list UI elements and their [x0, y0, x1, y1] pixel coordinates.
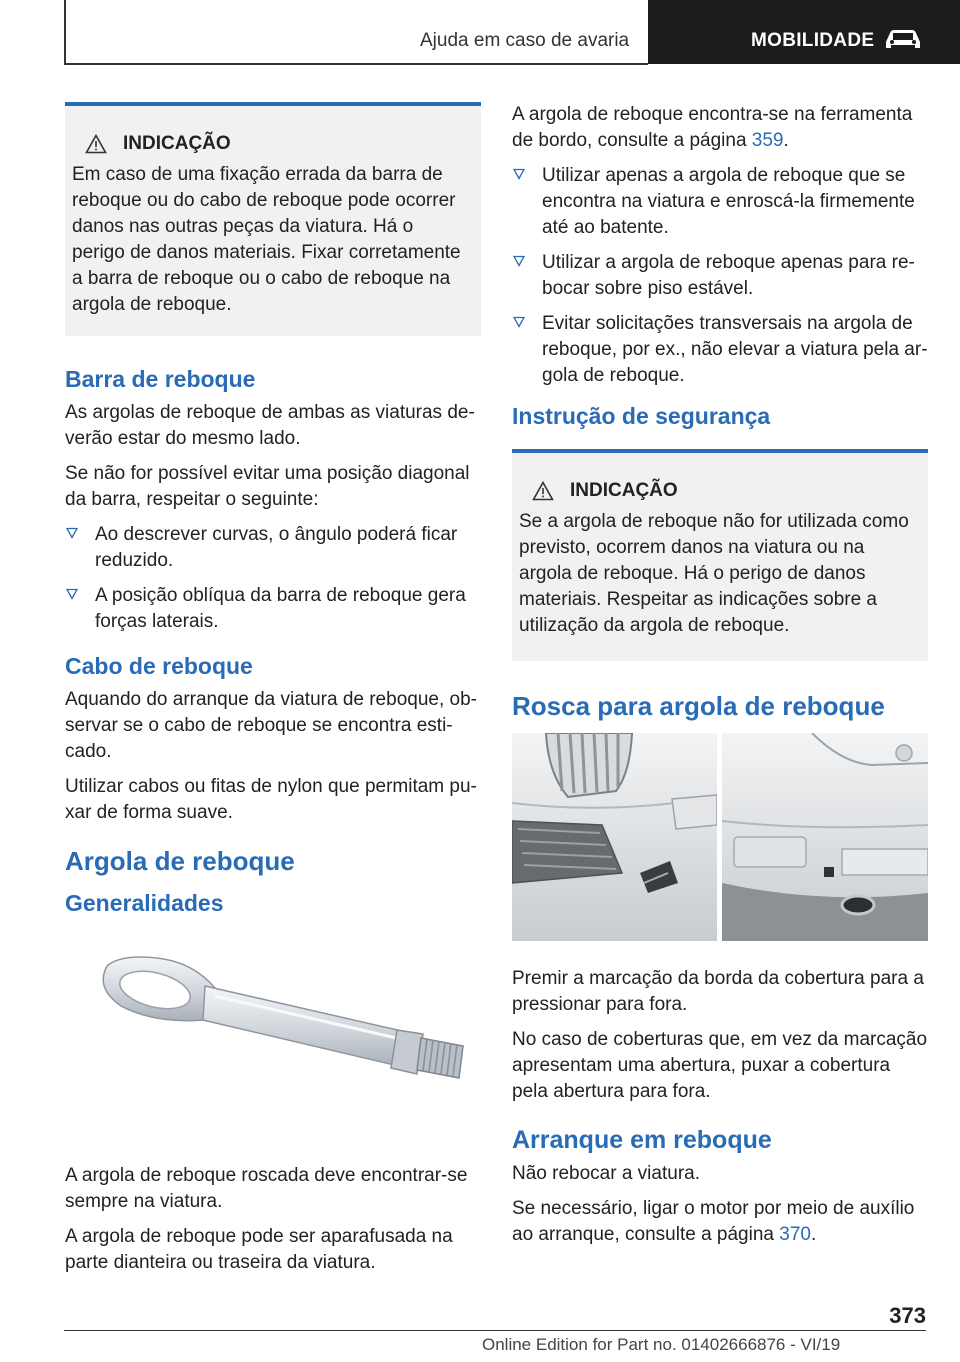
bullet-list-barra [65, 522, 481, 635]
list-item-text: Utilizar a argola de reboque apenas para rebocar sobre piso estável. [542, 252, 915, 299]
heading-rosca: Rosca para argola de reboque [512, 691, 885, 721]
paragraph: Premir a marcação da borda da cobertura para a pressionar para fora. [512, 968, 924, 1015]
right-column [512, 102, 928, 1257]
bullet-triangle-icon [513, 168, 525, 180]
paragraph: Se não for possível evitar uma posição diagonal da barra, respeitar o seguinte: [65, 463, 470, 510]
heading-arranque: Arranque em reboque [512, 1126, 772, 1154]
list-item [512, 311, 928, 389]
list-item-text: Utilizar apenas a argola de reboque que se encontra na viatura e enroscá-la firmemente até ao batente. [542, 165, 915, 238]
paragraph-intro [512, 102, 928, 154]
list-item [512, 163, 928, 241]
paragraph: As argolas de reboque de ambas as viaturas deverão estar do mesmo lado. [65, 402, 475, 449]
list-item [65, 522, 481, 574]
list-item-text: Evitar solicitações transversais na argola de reboque, por ex., não elevar a viatura pela argola de reboque. [542, 313, 928, 386]
paragraph: No caso de coberturas que, em vez da marcação apresentam uma abertura, puxar a cobertura pela abertura para fora. [512, 1029, 928, 1102]
paragraph: A argola de reboque pode ser aparafusada na parte dianteira ou traseira da viatura. [65, 1226, 453, 1273]
text: Se necessário, ligar o motor por meio de auxílio ao arranque, consulte a página [512, 1198, 915, 1245]
page-link-359[interactable]: 359 [751, 130, 784, 151]
tow-eye-illustration [65, 928, 481, 1138]
bullet-triangle-icon [66, 588, 78, 600]
heading-barra: Barra de reboque [65, 366, 256, 392]
paragraph: Não rebocar a viatura. [512, 1163, 700, 1184]
page-number: 373 [889, 1303, 926, 1328]
bullet-triangle-icon [513, 255, 525, 267]
list-item-text: Ao descrever curvas, o ângulo poderá ficar reduzido. [95, 524, 458, 571]
paragraph: Aquando do arranque da viatura de reboque, observar se o cabo de reboque se encontra esticado. [65, 689, 477, 762]
bumper-covers-figure [512, 733, 928, 946]
section-title: Ajuda em caso de avaria [420, 30, 630, 51]
bullet-list-argola [512, 163, 928, 389]
warning-note-text: Se a argola de reboque não for utilizada como previsto, ocorrem danos na viatura ou na argola de reboque. Há o perigo de danos materiais. Respeitar as indicações sobre a utilização da argola de reboque. [519, 511, 909, 636]
paragraph: A argola de reboque roscada deve encontrar-se sempre na viatura. [65, 1165, 468, 1212]
header-rule-bottom [64, 63, 648, 65]
chapter-tab[interactable] [648, 0, 960, 64]
warning-note-text: Em caso de uma fixação errada da barra de reboque ou do cabo de reboque pode ocorrer danos nas outras peças da viatura. Há o perigo de danos materiais. Fixar corretamente a barra de reboque ou o cabo de reboque na argola de reboque. [72, 164, 461, 315]
left-column [65, 102, 481, 1285]
chapter-tab-label: MOBILIDADE [751, 30, 875, 51]
header-rule-left [64, 0, 66, 64]
bullet-triangle-icon [66, 527, 78, 539]
warning-note-header [72, 132, 469, 156]
heading-argola: Argola de reboque [65, 846, 295, 876]
list-item [512, 250, 928, 302]
paragraph: Utilizar cabos ou fitas de nylon que permitam puxar de forma suave. [65, 776, 477, 823]
text: A argola de reboque encontra-se na ferramenta de bordo, consulte a página [512, 104, 913, 151]
warning-triangle-icon [85, 134, 107, 154]
warning-note-seguranca [512, 449, 928, 661]
text: . [783, 130, 789, 151]
text: . [810, 1224, 817, 1245]
heading-cabo: Cabo de reboque [65, 653, 253, 679]
list-item-text: A posição oblíqua da barra de reboque gera forças laterais. [95, 585, 466, 632]
warning-note-title: INDICAÇÃO [570, 480, 678, 501]
list-item [65, 583, 481, 635]
edition-info: Online Edition for Part no. 01402666876 - VI/19 [482, 1335, 841, 1354]
page-link-370[interactable]: 370 [779, 1224, 811, 1245]
warning-note-title: INDICAÇÃO [123, 133, 231, 154]
bullet-triangle-icon [513, 316, 525, 328]
heading-seguranca: Instrução de segurança [512, 403, 771, 429]
warning-triangle-icon [532, 481, 554, 501]
car-icon [882, 27, 924, 51]
tow-eye-figure [65, 928, 481, 1143]
subheading-generalidades: Generalidades [65, 890, 224, 916]
warning-note-header [519, 479, 916, 503]
paragraph [512, 1196, 928, 1248]
warning-note [65, 102, 481, 336]
footer-rule [64, 1330, 926, 1331]
bumper-covers-photo [512, 733, 928, 941]
